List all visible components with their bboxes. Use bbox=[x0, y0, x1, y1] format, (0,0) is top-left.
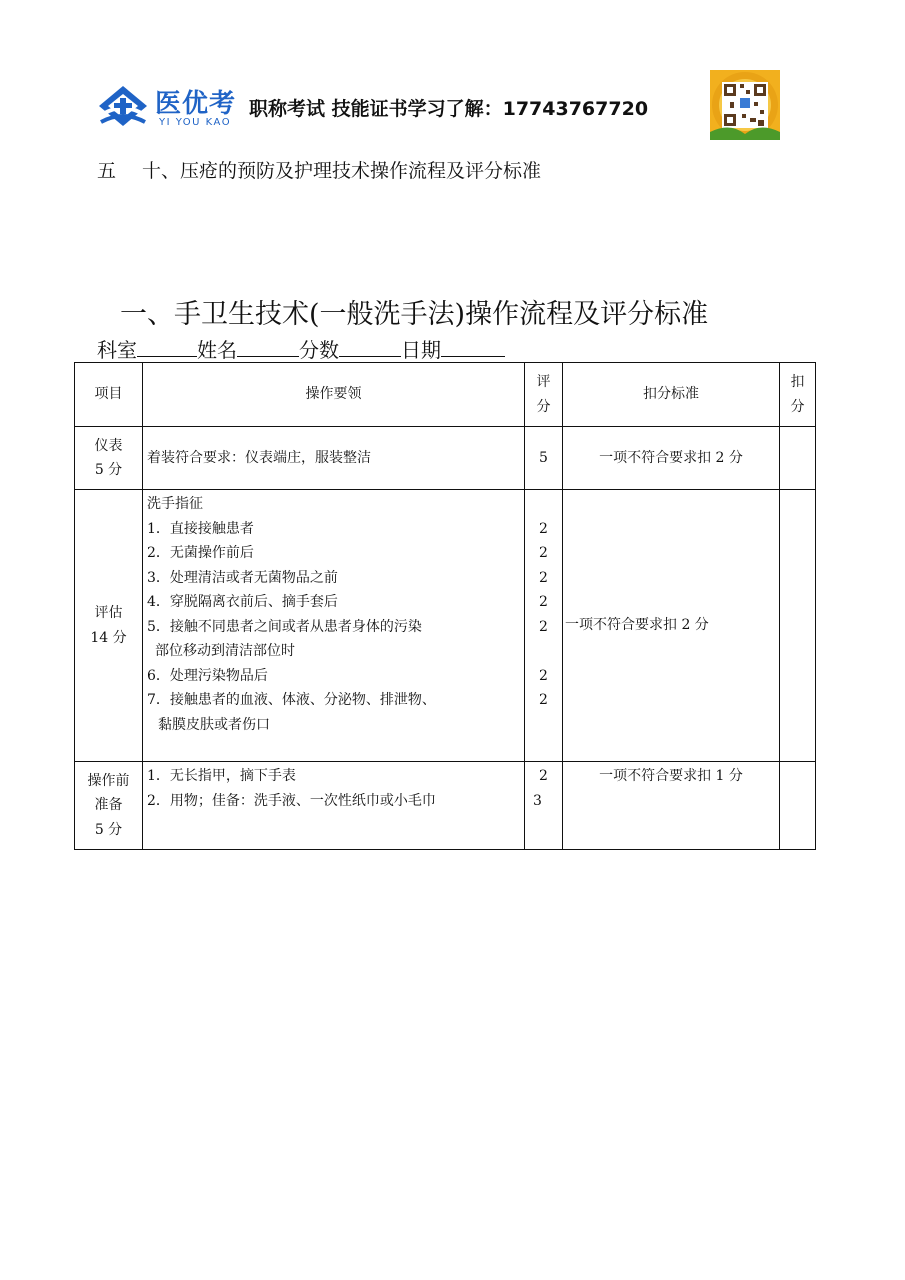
score-blank bbox=[339, 338, 401, 357]
row-item bbox=[75, 490, 143, 762]
points-line: 2 bbox=[539, 618, 548, 635]
procedure-line: 6．处理污染物品后 bbox=[147, 667, 268, 684]
procedure-line: 3．处理清洁或者无菌物品之前 bbox=[147, 569, 338, 586]
procedure-line: 着装符合要求：仪表端庄，服装整洁 bbox=[147, 449, 371, 466]
item-line: 评估 bbox=[94, 605, 123, 621]
item-line: 5 分 bbox=[94, 821, 123, 838]
header-banner bbox=[97, 70, 787, 142]
points-line: 2 bbox=[539, 768, 548, 784]
qr-code-icon bbox=[710, 70, 780, 140]
item-line: 5 分 bbox=[94, 462, 123, 478]
date-label: 日期 bbox=[401, 338, 441, 362]
page-title: 一、手卫生技术(一般洗手法)操作流程及评分标准 bbox=[120, 299, 709, 330]
header-criteria: 扣分标准 bbox=[563, 363, 780, 427]
procedure-line: 4．穿脱隔离衣前后、摘手套后 bbox=[147, 594, 338, 610]
procedure-line: 部位移动到清洁部位时 bbox=[155, 643, 295, 659]
row-deduction-cell bbox=[780, 490, 816, 762]
item-line: 仪表 bbox=[94, 437, 123, 454]
name-label: 姓名 bbox=[197, 338, 237, 362]
row-procedure bbox=[143, 427, 525, 490]
row-points bbox=[525, 762, 563, 850]
header-procedure: 操作要领 bbox=[143, 363, 525, 427]
date-blank bbox=[441, 338, 505, 357]
header-item: 项目 bbox=[75, 363, 143, 427]
points-line: 2 bbox=[539, 569, 548, 586]
row-item bbox=[75, 762, 143, 850]
row-points bbox=[525, 427, 563, 490]
info-fields bbox=[97, 334, 505, 363]
item-line: 14 分 bbox=[90, 629, 127, 646]
dept-label: 科室 bbox=[97, 338, 137, 362]
table-row bbox=[75, 490, 816, 762]
logo-chinese-name: 医优考 bbox=[155, 89, 237, 119]
chapter-prefix: 五 bbox=[97, 160, 117, 182]
row-points bbox=[525, 490, 563, 762]
table-row bbox=[75, 427, 816, 490]
row-procedure bbox=[143, 762, 525, 850]
procedure-line: 洗手指征 bbox=[147, 496, 203, 512]
row-item bbox=[75, 427, 143, 490]
header-deduction-line2: 分 bbox=[790, 398, 805, 415]
points-line bbox=[525, 639, 562, 664]
points-line: 2 bbox=[539, 594, 548, 610]
points-line: 2 bbox=[539, 667, 548, 684]
points-line: 5 bbox=[539, 449, 548, 466]
procedure-line: 1．直接接触患者 bbox=[147, 520, 254, 537]
points-line: 2 bbox=[539, 545, 548, 561]
row-procedure bbox=[143, 490, 525, 762]
points-line bbox=[525, 492, 562, 517]
item-line: 操作前 bbox=[87, 772, 130, 789]
header-deduction bbox=[780, 363, 816, 427]
points-line: 2 bbox=[539, 520, 548, 537]
scoring-table bbox=[74, 362, 816, 850]
header-points-line2: 分 bbox=[536, 398, 551, 415]
banner-contact-text: 职称考试 技能证书学习了解：17743767720 bbox=[249, 98, 649, 120]
row-deduction-cell bbox=[780, 427, 816, 490]
logo-english-name: YI YOU KAO bbox=[159, 117, 232, 128]
procedure-line: 1．无长指甲，摘下手表 bbox=[147, 768, 296, 784]
header-points bbox=[525, 363, 563, 427]
points-line: 2 bbox=[539, 692, 548, 708]
procedure-line: 2．无菌操作前后 bbox=[147, 545, 254, 561]
table-row bbox=[75, 762, 816, 850]
dept-blank bbox=[137, 338, 197, 357]
procedure-line: 黏膜皮肤或者伤口 bbox=[158, 716, 270, 733]
row-criteria: 一项不符合要求扣 2 分 bbox=[563, 490, 780, 762]
header-deduction-line1: 扣 bbox=[790, 374, 805, 390]
points-line: 3 bbox=[533, 792, 542, 809]
header-points-line1: 评 bbox=[536, 374, 551, 390]
name-blank bbox=[237, 338, 299, 357]
chapter-heading bbox=[97, 156, 541, 183]
table-header-row bbox=[75, 363, 816, 427]
item-line: 准备 bbox=[94, 797, 123, 814]
procedure-line: 2．用物；佳备：洗手液、一次性纸巾或小毛巾 bbox=[147, 792, 436, 809]
chapter-title: 十、压疮的预防及护理技术操作流程及评分标准 bbox=[142, 160, 542, 182]
row-criteria: 一项不符合要求扣 2 分 bbox=[563, 427, 780, 490]
logo-icon bbox=[97, 84, 149, 132]
row-criteria: 一项不符合要求扣 1 分 bbox=[563, 762, 780, 850]
row-deduction-cell bbox=[780, 762, 816, 850]
procedure-line: 5．接触不同患者之间或者从患者身体的污染 bbox=[147, 618, 422, 635]
score-label: 分数 bbox=[299, 338, 339, 362]
procedure-line: 7．接触患者的血液、体液、分泌物、排泄物、 bbox=[147, 692, 436, 708]
